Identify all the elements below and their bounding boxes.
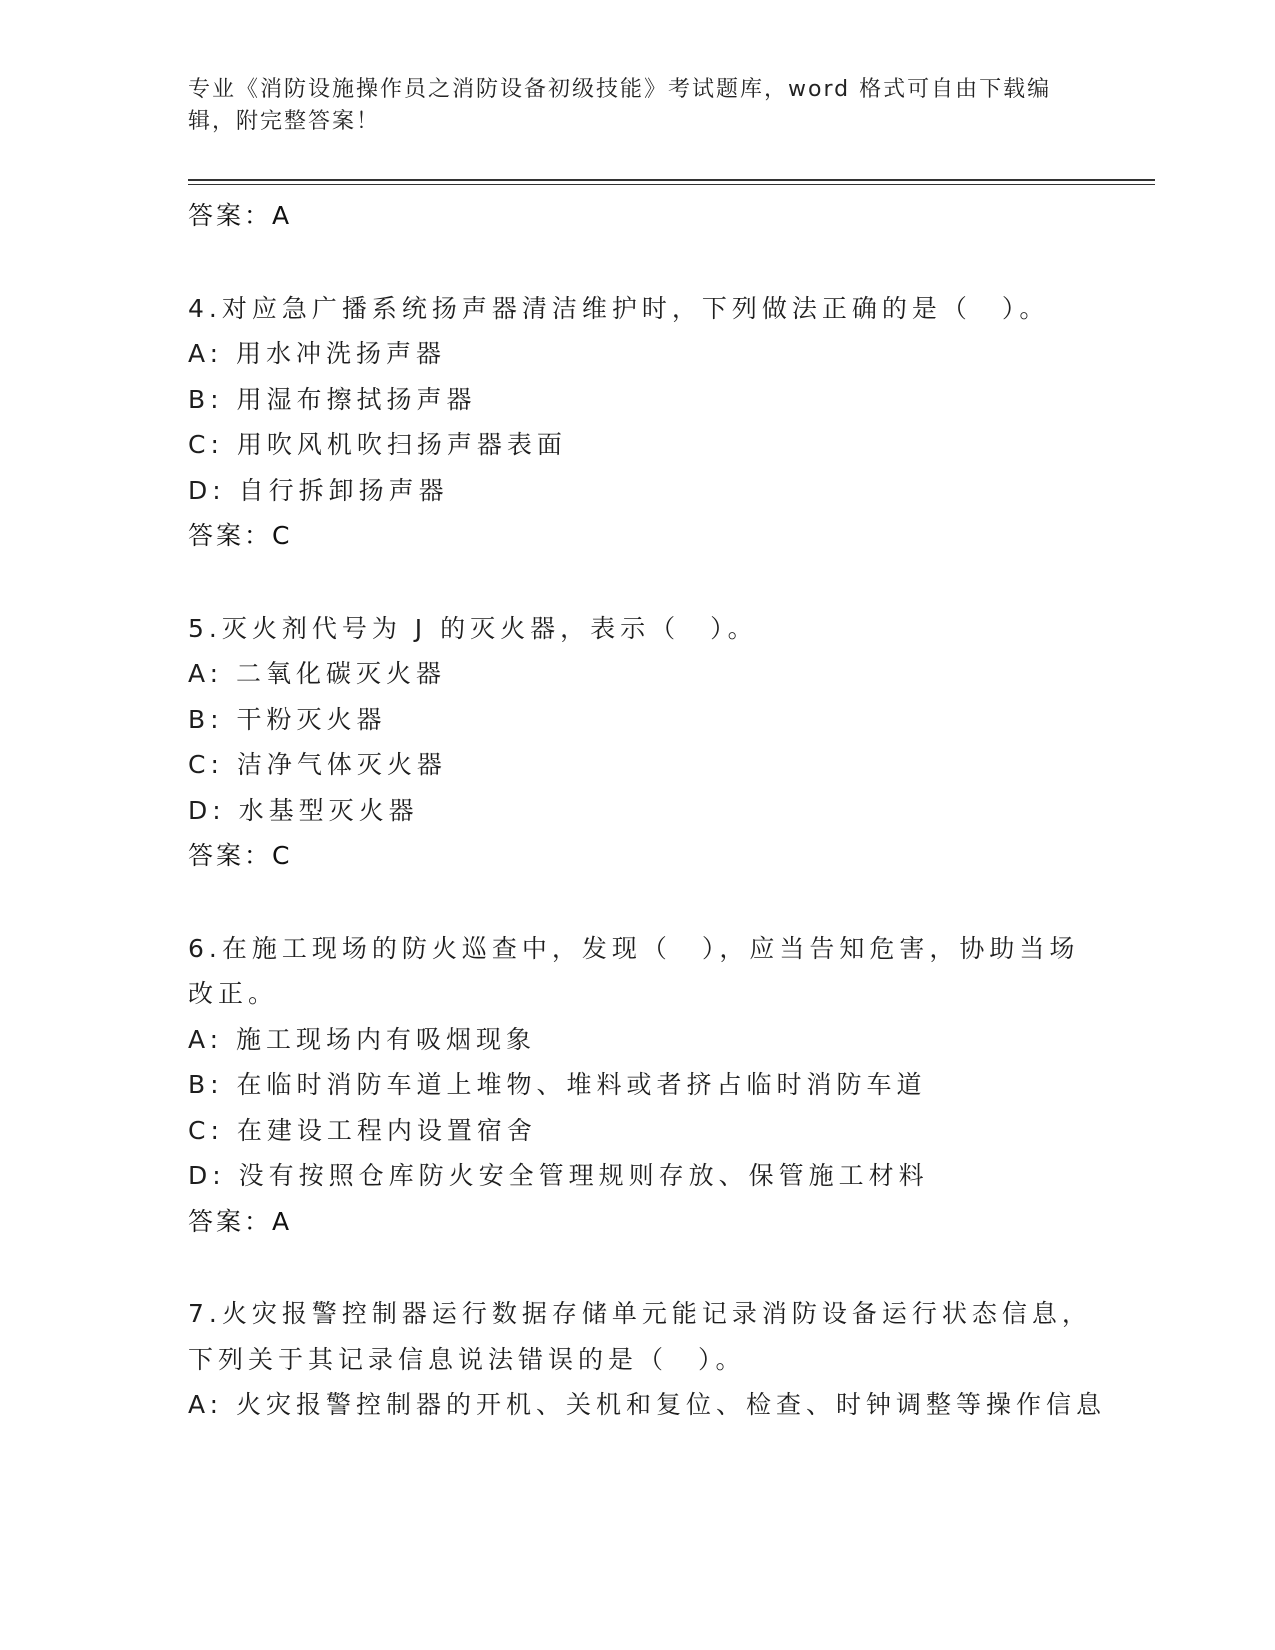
- question-stem-line-2: 下列关于其记录信息说法错误的是（ ）。: [188, 1344, 746, 1374]
- answer: 答案：C: [188, 841, 293, 870]
- option-d: D: 水基型灭火器: [188, 795, 419, 825]
- answer: 答案：C: [188, 521, 293, 550]
- option-a: A: 二氧化碳灭火器: [188, 659, 447, 688]
- question-stem-line-1: 6.在施工现场的防火巡查中，发现（ ），应当告知危害，协助当场: [188, 933, 1080, 963]
- question-stem: 5.灭火剂代号为 J 的灭火器，表示（ ）。: [188, 613, 758, 643]
- option-d: D: 没有按照仓库防火安全管理规则存放、保管施工材料: [188, 1161, 929, 1190]
- question-block: [188, 926, 1128, 1245]
- option-a: A: 火灾报警控制器的开机、关机和复位、检查、时钟调整等操作信息: [188, 1390, 1107, 1419]
- option-c: C: 洁净气体灭火器: [188, 750, 447, 779]
- question-block: [188, 606, 1128, 879]
- option-b: B: 用湿布擦拭扬声器: [188, 384, 477, 414]
- answer: 答案：A: [188, 1206, 293, 1236]
- option-b: B: 干粉灭火器: [188, 704, 387, 734]
- option-a: A: 施工现场内有吸烟现象: [188, 1024, 537, 1054]
- header-line-1: 专业《消防设施操作员之消防设备初级技能》考试题库，word 格式可自由下载编: [188, 77, 1052, 102]
- question-stem-line-1: 7.火灾报警控制器运行数据存储单元能记录消防设备运行状态信息，: [188, 1299, 1092, 1328]
- spacer: [188, 879, 1128, 926]
- header-rule-thick: [188, 179, 1155, 181]
- option-c: C: 用吹风机吹扫扬声器表面: [188, 430, 567, 459]
- spacer: [188, 559, 1128, 606]
- header-line-2: 辑，附完整答案！: [188, 109, 381, 134]
- question-stem: 4.对应急广播系统扬声器清洁维护时，下列做法正确的是（ ）。: [188, 293, 1050, 323]
- question-block: [188, 286, 1128, 559]
- document-header: [188, 74, 1078, 138]
- option-d: D: 自行拆卸扬声器: [188, 475, 449, 505]
- option-c: C: 在建设工程内设置宿舍: [188, 1115, 537, 1145]
- document-body: [188, 193, 1128, 1428]
- spacer: [188, 1244, 1128, 1291]
- option-b: B: 在临时消防车道上堆物、堆料或者挤占临时消防车道: [188, 1070, 927, 1099]
- option-a: A: 用水冲洗扬声器: [188, 339, 447, 368]
- spacer: [188, 239, 1128, 286]
- header-rule-thin: [188, 184, 1155, 185]
- question-block: [188, 1291, 1128, 1428]
- previous-answer: 答案：A: [188, 201, 293, 230]
- question-stem-line-2: 改正。: [188, 979, 279, 1008]
